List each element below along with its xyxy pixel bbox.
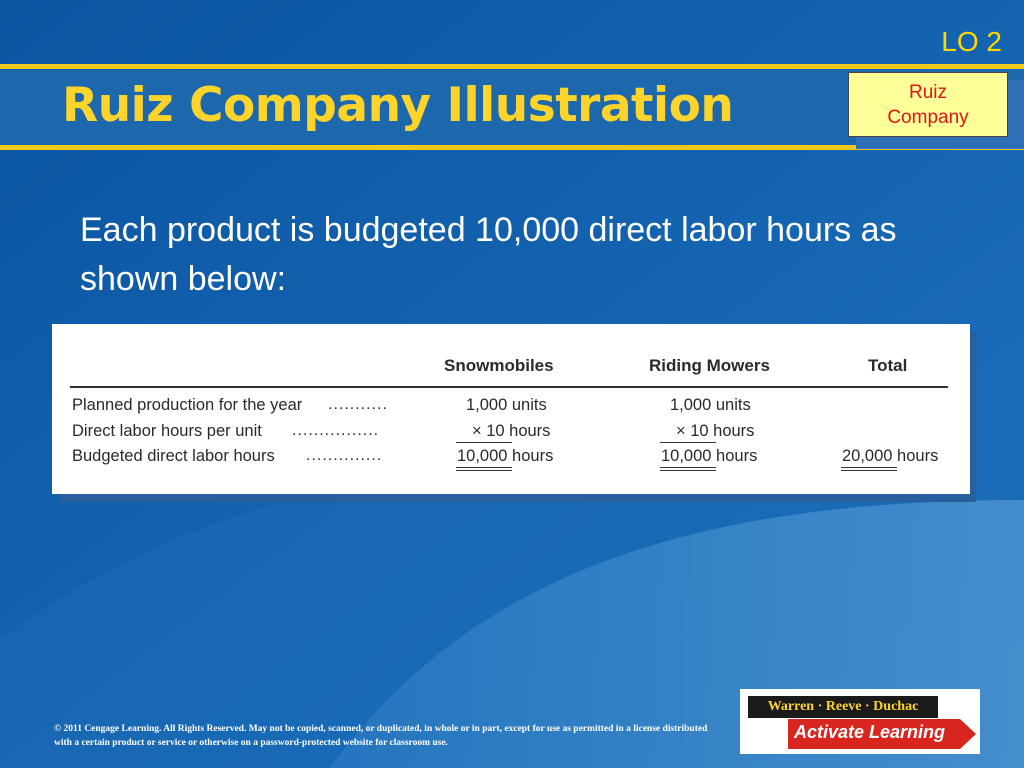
badge-line-2: Company xyxy=(887,107,969,128)
logo-authors: Warren · Reeve · Duchac xyxy=(748,696,938,718)
copyright-notice: © 2011 Cengage Learning. All Rights Reserved. May not be copied, scanned, or duplicated, in whole or in part, except for use as permitted in a license distributed with a certain product or service or otherwise on a password-protected website for classroom use. xyxy=(54,724,708,748)
intro-text: Each product is budgeted 10,000 direct labor hours as shown below: xyxy=(80,211,897,298)
double-underline xyxy=(841,467,897,468)
row-label: Budgeted direct labor hours xyxy=(72,447,275,465)
column-header-snowmobiles: Snowmobiles xyxy=(444,356,554,375)
underline xyxy=(456,442,512,443)
title-band-top-line xyxy=(0,64,1024,69)
leader-dots: ................ xyxy=(292,422,380,439)
column-header-total: Total xyxy=(868,356,908,375)
double-underline xyxy=(456,467,512,468)
table-cell: 10,000 hours xyxy=(661,447,758,465)
double-underline xyxy=(456,470,512,471)
header-rule xyxy=(70,386,948,388)
table-cell: 10,000 hours xyxy=(457,447,554,465)
badge-line-1: Ruiz xyxy=(908,82,947,103)
table-cell: 20,000 hours xyxy=(842,447,939,465)
row-label: Planned production for the year xyxy=(72,396,303,414)
leader-dots: ........... xyxy=(328,396,388,413)
publisher-logo xyxy=(740,689,980,754)
double-underline xyxy=(841,470,897,471)
column-header-riding-mowers: Riding Mowers xyxy=(649,356,770,375)
budget-table xyxy=(52,324,970,494)
table-cell: × 10 hours xyxy=(676,422,755,440)
table-cell: 1,000 units xyxy=(670,396,751,414)
learning-objective-label: LO 2 xyxy=(941,26,1002,57)
row-label: Direct labor hours per unit xyxy=(72,422,262,440)
underline xyxy=(660,442,716,443)
company-badge xyxy=(848,72,1008,137)
logo-tagline: Activate Learning xyxy=(794,722,946,742)
table-cell: × 10 hours xyxy=(472,422,551,440)
slide-title: Ruiz Company Illustration xyxy=(62,78,734,133)
double-underline xyxy=(660,470,716,471)
leader-dots: .............. xyxy=(306,447,383,464)
table-cell: 1,000 units xyxy=(466,396,547,414)
double-underline xyxy=(660,467,716,468)
